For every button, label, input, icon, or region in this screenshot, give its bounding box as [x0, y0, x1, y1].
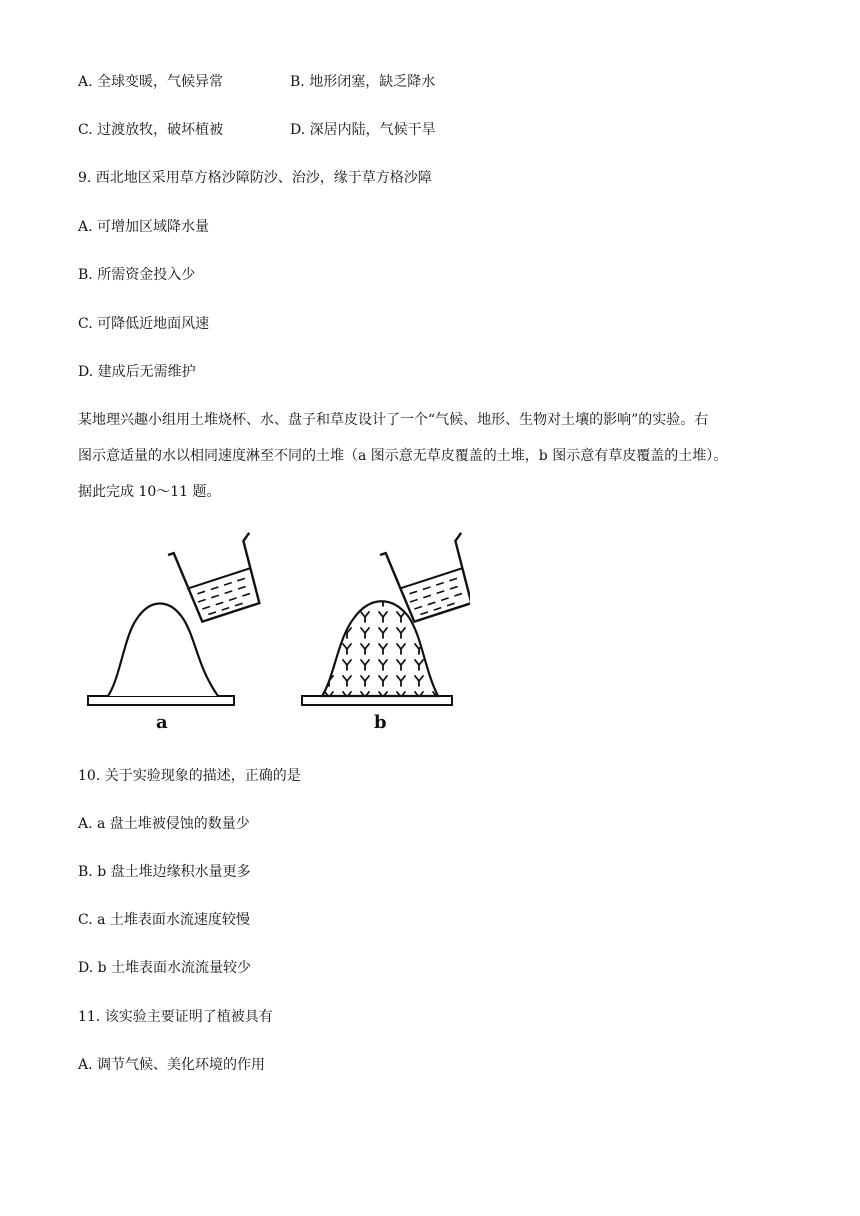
- material-line-2: 图示意适量的水以相同速度淋至不同的土堆（a 图示意无草皮覆盖的土堆，b 图示意有草皮覆盖的土堆）。: [78, 448, 728, 464]
- q9-option-d: D. 建成后无需维护: [78, 364, 196, 380]
- q9-option-c: C. 可降低近地面风速: [78, 316, 210, 332]
- q10-option-a: A. a 盘土堆被侵蚀的数量少: [78, 816, 250, 832]
- experiment-figure: [86, 528, 470, 738]
- q8-option-d: D. 深居内陆，气候干旱: [290, 122, 436, 138]
- q9-option-b: B. 所需资金投入少: [78, 267, 196, 283]
- material-line-3: 据此完成 10～11 题。: [78, 484, 221, 500]
- plate-b: [302, 696, 452, 705]
- q10-option-b: B. b 盘土堆边缘积水量更多: [78, 864, 251, 880]
- material-line-1: 某地理兴趣小组用土堆烧杯、水、盘子和草皮设计了一个“气候、地形、生物对土壤的影响”的实验。右: [78, 412, 709, 428]
- beaker-a: [168, 529, 271, 625]
- experiment-diagram: [86, 528, 470, 738]
- q11-stem: 11. 该实验主要证明了植被具有: [78, 1009, 273, 1025]
- q8-option-b: B. 地形闭塞，缺乏降水: [290, 74, 436, 90]
- q10-option-d: D. b 土堆表面水流流量较少: [78, 960, 252, 976]
- q9-stem: 9. 西北地区采用草方格沙障防沙、治沙，缘于草方格沙障: [78, 170, 432, 186]
- plate-a: [88, 696, 234, 705]
- q11-option-a: A. 调节气候、美化环境的作用: [78, 1057, 266, 1073]
- q9-option-a: A. 可增加区域降水量: [78, 219, 210, 235]
- figure-label-a: a: [156, 712, 168, 733]
- q8-option-a: A. 全球变暖，气候异常: [78, 74, 224, 90]
- figure-label-b: b: [374, 712, 387, 733]
- q10-option-c: C. a 土堆表面水流速度较慢: [78, 912, 250, 928]
- q8-option-c: C. 过渡放牧，破坏植被: [78, 122, 224, 138]
- q10-stem: 10. 关于实验现象的描述，正确的是: [78, 768, 301, 784]
